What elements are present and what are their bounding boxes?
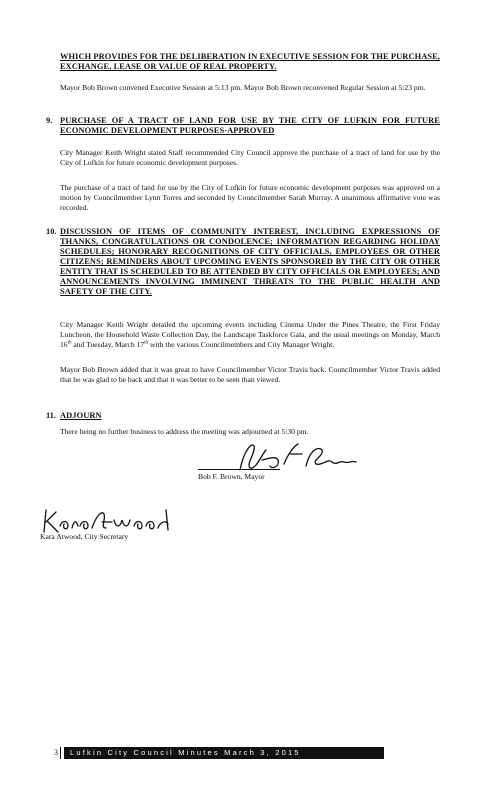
item-10-paragraph-2: Mayor Bob Brown added that it was great to have Councilmember Victor Travis back. Councilmember Victor Travis added that he was glad to be back and that it was better to be seen than viewed. [60,365,440,385]
secretary-caption: Kara Atwood, City Secretary [40,532,129,541]
item-number-11: 11. [46,411,57,420]
ordinal-suffix: th [144,340,149,346]
item-number-9: 9. [46,116,53,125]
mayor-signature-line [198,469,280,470]
item-10-header: DISCUSSION OF ITEMS OF COMMUNITY INTEREST, INCLUDING EXPRESSIONS OF THANKS, CONGRATULATIONS OR CONDOLENCE; INFORMATION REGARDING HOLIDAY SCHEDULES; HONORARY RECOGNITIONS OF CITY OFFICIALS, EMPLOYEES OR OTHER CITIZENS; REMINDERS ABOUT UPCOMING EVENTS SPONSORED BY THE CITY OR OTHER ENTITY THAT IS SCHEDULED TO BE ATTENDED BY CITY OFFICIALS OR EMPLOYEES; AND ANNOUNCEMENTS INVOLVING IMMINENT THREATS TO THE PUBLIC HEALTH AND SAFETY OF THE CITY. [60,227,440,296]
item-10-paragraph-1 [60,320,440,351]
ordinal-suffix: th [67,340,72,346]
footer-divider [60,747,61,759]
mayor-signature-image [232,440,362,476]
footer-banner: Lufkin City Council Minutes March 3, 2015 [64,747,384,759]
item-11-paragraph: There being no further business to address the meeting was adjourned at 5:30 pm. [60,427,309,436]
executive-session-paragraph: Mayor Bob Brown convened Executive Session at 5:13 pm. Mayor Bob Brown reconvened Regular Session at 5:23 pm. [60,83,426,92]
item-9-paragraph-1: City Manager Keith Wright stated Staff recommended City Council approve the purchase of a tract of land for use by the City of Lufkin for future economic development purposes. [60,148,440,168]
item-11-header: ADJOURN [60,411,102,420]
section-header-executive-session-tail: WHICH PROVIDES FOR THE DELIBERATION IN EXECUTIVE SESSION FOR THE PURCHASE, EXCHANGE, LEASE OR VALUE OF REAL PROPERTY. [60,52,440,71]
item-10-paragraph-1-part-a: City Manager Keith Wright detailed the upcoming events including Cinema Under the Pines Theatre, the First Friday Luncheon, the Household Waste Collection Day, the Landscape Taskforce Gala, and the usual meetings on Monday, March 16 [60,320,440,350]
item-9-header: PURCHASE OF A TRACT OF LAND FOR USE BY THE CITY OF LUFKIN FOR FUTURE ECONOMIC DEVELOPMENT PURPOSES-APPROVED [60,116,440,135]
page-footer [54,747,384,759]
item-number-10: 10. [46,227,57,236]
mayor-caption: Bob F. Brown, Mayor [198,472,265,481]
item-10-paragraph-1-part-b: and Tuesday, March 17 [71,340,145,350]
item-9-paragraph-2: The purchase of a tract of land for use by the City of Lufkin for future economic development purposes was approved on a motion by Councilmember Lynn Torres and seconded by Councilmember Sarah Murray. A unanimous affirmative vote was recorded. [60,183,440,213]
page-number: 3 [54,748,58,757]
item-10-paragraph-1-part-c: with the various Councilmembers and City Manager Wright. [148,340,335,350]
